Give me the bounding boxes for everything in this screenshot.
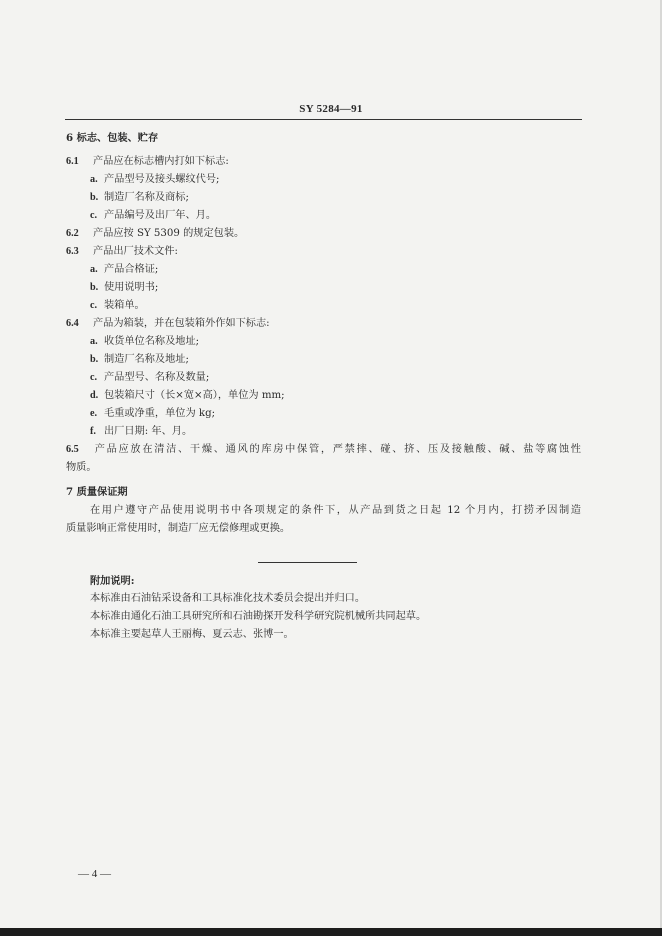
section-6-title: 6 标志、包装、贮存 xyxy=(66,132,159,144)
list-item xyxy=(90,263,158,277)
item-text: 出厂日期: 年、月。 xyxy=(104,426,193,437)
clause-text: 产品为箱装，并在包装箱外作如下标志: xyxy=(93,318,270,329)
list-item xyxy=(90,335,199,349)
item-text: 收货单位名称及地址; xyxy=(104,336,200,347)
clause-number: 6.3 xyxy=(66,246,79,257)
item-text: 使用说明书; xyxy=(104,282,159,293)
clause-6-3 xyxy=(66,245,178,259)
clause-text: 产品应按 SY 5309 的规定包装。 xyxy=(93,228,245,239)
clause-number: 6.2 xyxy=(66,228,79,239)
list-item xyxy=(90,389,285,403)
note-line: 本标准主要起草人王丽梅、夏云志、张博一。 xyxy=(90,629,294,640)
section-7-paragraph-line-1: 在用户遵守产品使用说明书中各项规定的条件下，从产品到货之日起 12 个月内，打捞矛因制造 xyxy=(90,505,581,516)
header-rule xyxy=(65,119,582,120)
item-label: c. xyxy=(90,372,98,383)
note-line: 本标准由石油钻采设备和工具标准化技术委员会提出并归口。 xyxy=(90,593,366,604)
item-text: 产品编号及出厂年、月。 xyxy=(104,210,217,221)
clause-6-4 xyxy=(66,317,270,331)
clause-number: 6.5 xyxy=(66,444,79,455)
item-label: a. xyxy=(90,336,98,347)
note-line: 本标准由通化石油工具研究所和石油勘探开发科学研究院机械所共同起草。 xyxy=(90,611,427,622)
item-label: f. xyxy=(90,426,96,437)
list-item xyxy=(90,425,192,439)
item-label: a. xyxy=(90,264,98,275)
clause-6-5-line-2: 物质。 xyxy=(66,462,97,473)
list-item xyxy=(90,371,209,385)
item-label: b. xyxy=(90,354,99,365)
page-number: — 4 — xyxy=(78,868,111,880)
item-label: b. xyxy=(90,282,99,293)
clause-text: 产品应在标志槽内打如下标志: xyxy=(93,156,229,167)
item-label: e. xyxy=(90,408,98,419)
item-text: 毛重或净重，单位为 kg; xyxy=(104,408,216,419)
item-label: b. xyxy=(90,192,99,203)
item-text: 包装箱尺寸（长×宽×高），单位为 mm; xyxy=(104,390,285,401)
item-text: 产品型号、名称及数量; xyxy=(104,372,210,383)
clause-text: 产品应放在清洁、干燥、通风的库房中保管，严禁摔、碰、挤、压及接触酸、碱、盐等腐蚀性 xyxy=(93,444,581,455)
list-item xyxy=(90,407,215,421)
list-item xyxy=(90,353,189,367)
clause-number: 6.1 xyxy=(66,156,79,167)
item-label: d. xyxy=(90,390,99,401)
section-7-title: 7 质量保证期 xyxy=(66,486,128,498)
list-item xyxy=(90,299,145,313)
item-text: 制造厂名称及地址; xyxy=(104,354,189,365)
clause-6-1 xyxy=(66,155,229,169)
clause-6-2 xyxy=(66,227,244,241)
list-item xyxy=(90,191,189,205)
item-text: 制造厂名称及商标; xyxy=(104,192,189,203)
list-item xyxy=(90,281,158,295)
item-text: 产品合格证; xyxy=(104,264,159,275)
clause-6-5-line-1 xyxy=(66,443,581,457)
item-label: c. xyxy=(90,210,98,221)
scan-bottom-band xyxy=(0,928,662,936)
item-label: a. xyxy=(90,174,98,185)
item-text: 产品型号及接头螺纹代号; xyxy=(104,174,220,185)
list-item xyxy=(90,209,216,223)
list-item xyxy=(90,173,220,187)
standard-code-header: SY 5284—91 xyxy=(299,103,363,115)
clause-text: 产品出厂技术文件: xyxy=(93,246,178,257)
item-text: 装箱单。 xyxy=(104,300,145,311)
end-divider xyxy=(258,562,357,563)
section-7-paragraph-line-2: 质量影响正常使用时，制造厂应无偿修理或更换。 xyxy=(66,523,291,534)
clause-number: 6.4 xyxy=(66,318,79,329)
item-label: c. xyxy=(90,300,98,311)
additional-notes-title: 附加说明: xyxy=(90,575,135,587)
